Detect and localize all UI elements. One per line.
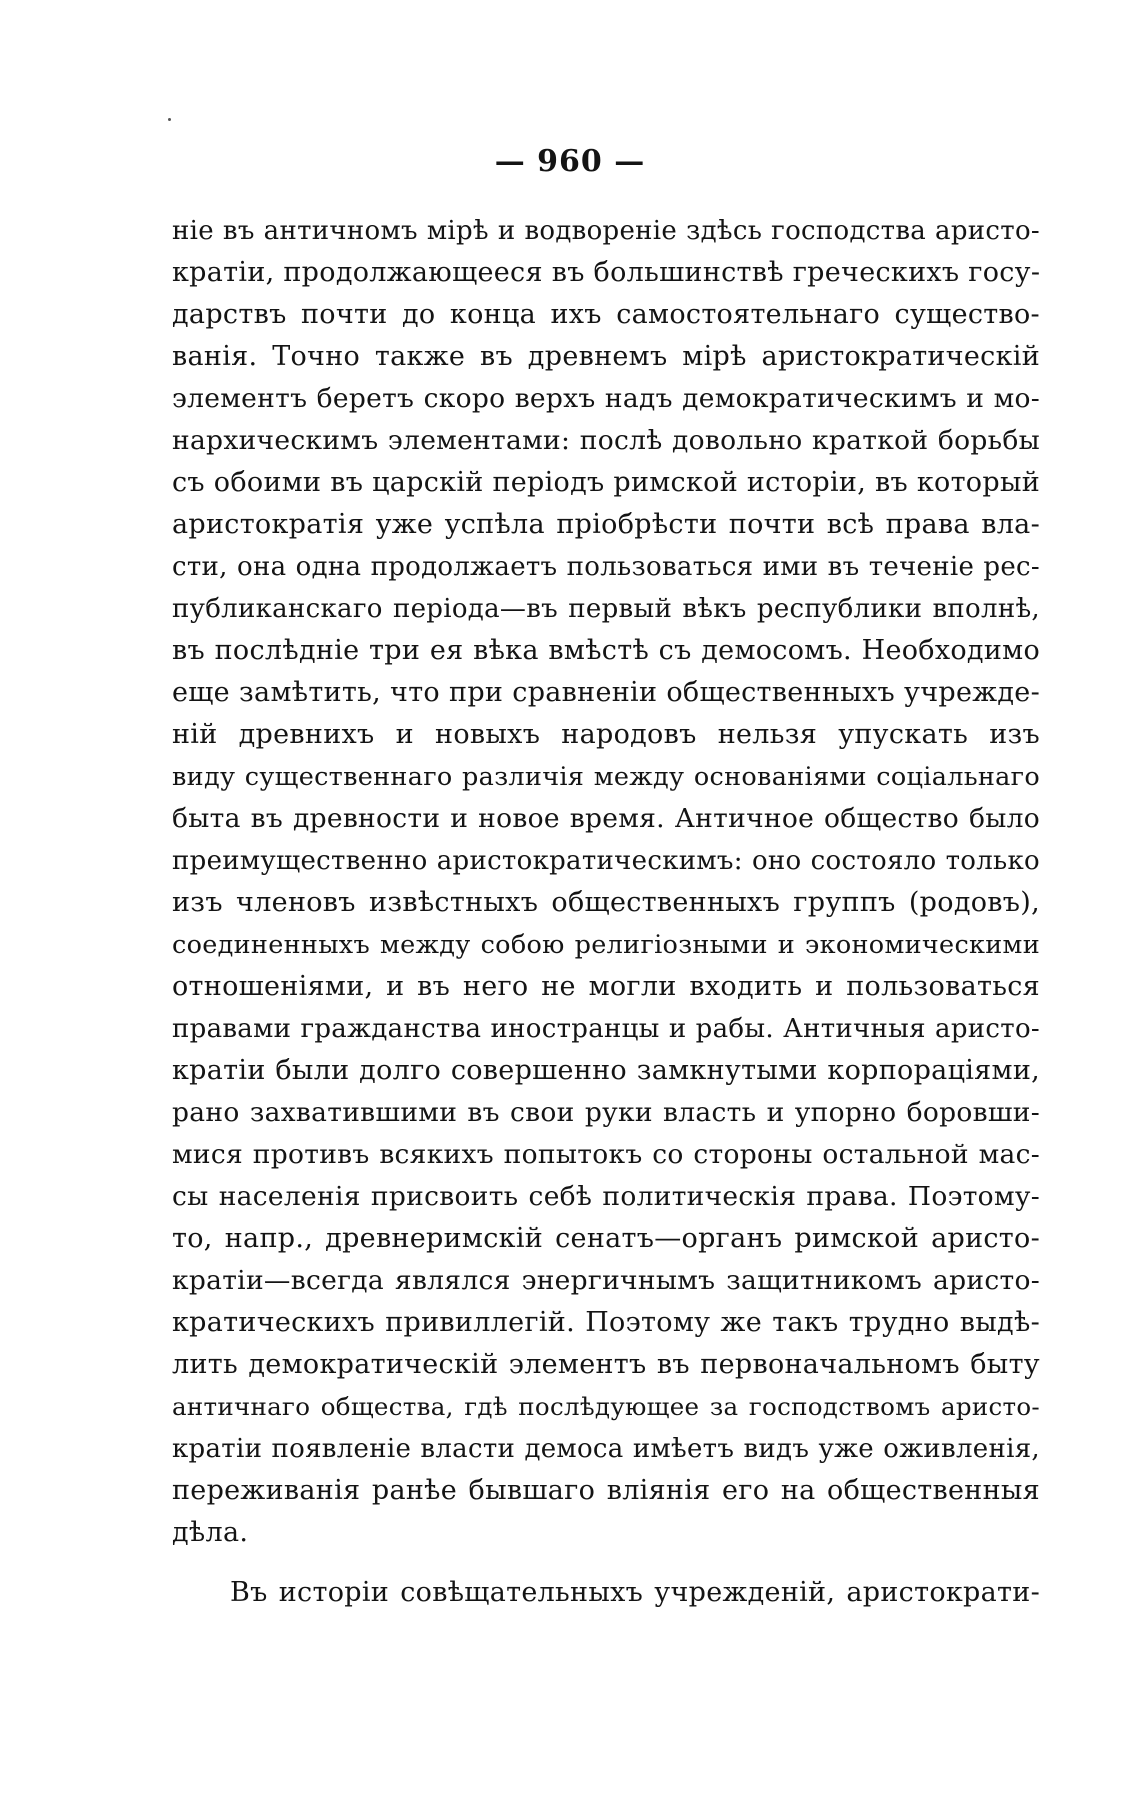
page-number: — 960 — (494, 144, 646, 179)
scan-speck (168, 118, 171, 121)
text-line: ванія. Точно также въ древнемъ мірѣ аристократическій (172, 341, 1040, 372)
text-line: еще замѣтить, что при сравненіи общественныхъ учрежде- (172, 677, 1040, 708)
text-line: мися противъ всякихъ попытокъ со стороны остальной мас- (172, 1139, 1040, 1170)
text-line: дѣла. (172, 1517, 249, 1548)
text-line: публиканскаго періода—въ первый вѣкъ республики вполнѣ, (172, 594, 1040, 624)
text-line: быта въ древности и новое время. Античное общество было (172, 803, 1040, 834)
text-line: кратіи появленіе власти демоса имѣетъ видъ уже оживленія, (172, 1434, 1040, 1464)
text-line: съ обоими въ царскій періодъ римской исторіи, въ который (172, 467, 1041, 498)
text-line: ній древнихъ и новыхъ народовъ нельзя упускать изъ (172, 719, 1040, 750)
paragraph-1 (172, 210, 1040, 1554)
body-text (172, 210, 1040, 1614)
text-line: кратіи—всегда являлся энергичнымъ защитникомъ аристо- (172, 1265, 1040, 1296)
text-line: кратіи были долго совершенно замкнутыми корпораціями, (172, 1055, 1040, 1086)
paragraph-gap (172, 1554, 1040, 1572)
text-line: элементъ беретъ скоро верхъ надъ демократическимъ и мо- (172, 383, 1040, 414)
text-line: нархическимъ элементами: послѣ довольно краткой борьбы (172, 425, 1040, 456)
text-line: античнаго общества, гдѣ послѣдующее за господствомъ аристо- (172, 1392, 1040, 1421)
text-line: кратіи, продолжающееся въ большинствѣ греческихъ госу- (172, 257, 1041, 288)
text-line: въ послѣдніе три ея вѣка вмѣстѣ съ демосомъ. Необходимо (172, 635, 1040, 666)
text-line: виду существеннаго различія между основаніями соціальнаго (172, 762, 1040, 792)
paragraph-2 (172, 1572, 1040, 1614)
text-line: соединенныхъ между собою религіозными и экономическими (172, 930, 1040, 960)
text-line: переживанія ранѣе бывшаго вліянія его на общественныя (172, 1475, 1040, 1506)
text-line: то, напр., древнеримскій сенатъ—органъ римской аристо- (172, 1223, 1040, 1254)
text-line: аристократія уже успѣла пріобрѣсти почти всѣ права вла- (172, 509, 1040, 540)
text-line: ніе въ античномъ мірѣ и водвореніе здѣсь господства аристо- (172, 216, 1040, 246)
text-line: дарствъ почти до конца ихъ самостоятельнаго существо- (172, 299, 1040, 330)
text-line: изъ членовъ извѣстныхъ общественныхъ группъ (родовъ), (172, 887, 1040, 918)
text-line: кратическихъ привиллегій. Поэтому же такъ трудно выдѣ- (172, 1307, 1040, 1338)
text-line: отношеніями, и въ него не могли входить и пользоваться (172, 971, 1040, 1002)
text-line: лить демократическій элементъ въ первоначальномъ быту (172, 1349, 1040, 1380)
text-line: преимущественно аристократическимъ: оно состояло только (172, 846, 1040, 876)
text-line: сти, она одна продолжаетъ пользоваться ими въ теченіе рес- (172, 552, 1040, 582)
text-line: правами гражданства иностранцы и рабы. Античныя аристо- (172, 1014, 1040, 1044)
text-line: сы населенія присвоить себѣ политическія права. Поэтому- (172, 1181, 1040, 1212)
text-line: рано захватившими въ свои руки власть и упорно боровши- (172, 1097, 1040, 1128)
text-line: Въ исторіи совѣщательныхъ учрежденій, аристократи- (230, 1577, 1040, 1608)
